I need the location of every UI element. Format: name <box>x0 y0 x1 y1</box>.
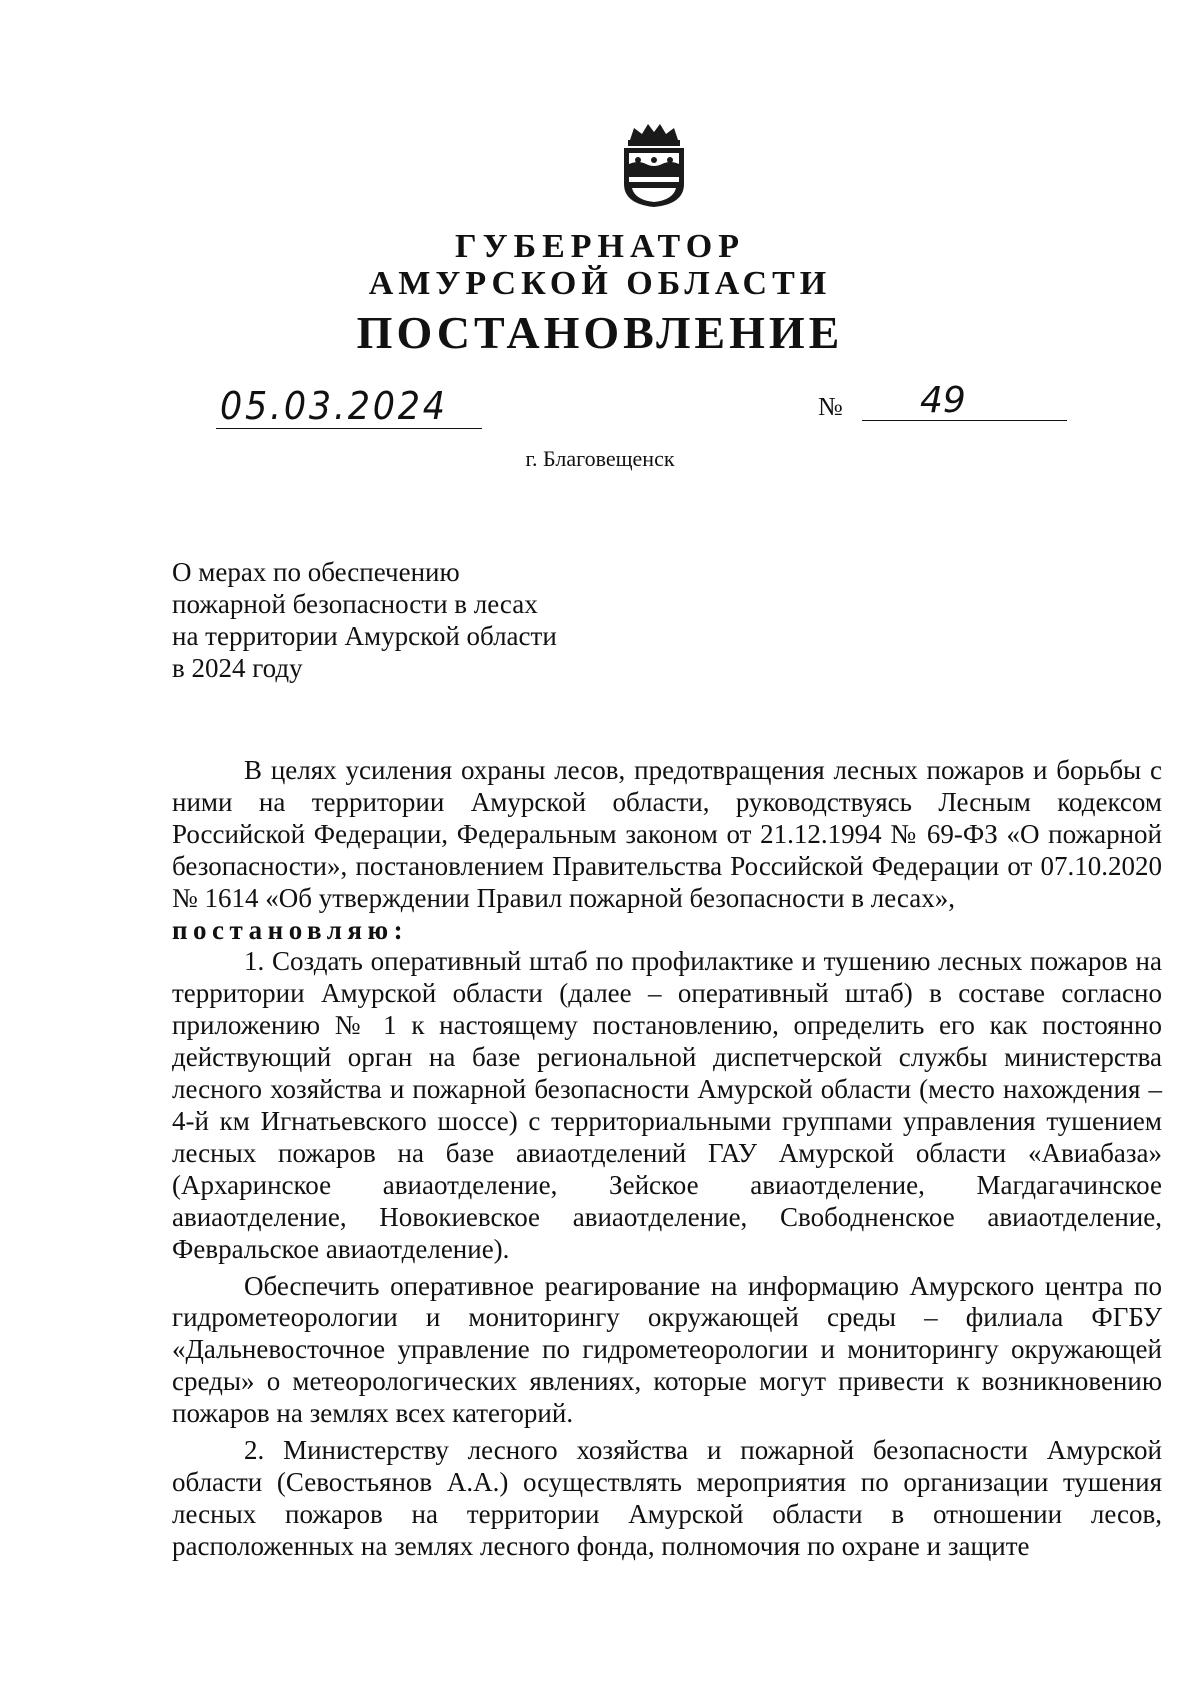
subject-line: пожарной безопасности в лесах <box>172 589 538 619</box>
body-paragraph: 1. Создать оперативный штаб по профилактике и тушению лесных пожаров на территории Амурской области (далее – оперативный штаб) в составе согласно приложению № 1 к настоящему постановлению, определить его как постоянно действующий орган на базе региональной диспетчерской службы министерства лесного хозяйства и пожарной безопасности Амурской области (место нахождения – 4-й км Игнатьевского шоссе) с территориальными группами управления тушением лесных пожаров на базе авиаотделений ГАУ Амурской области «Авиабаза» (Архаринское авиаотделение, Зейское авиаотделение, Магдагачинское авиаотделение, Новокиевское авиаотделение, Свободненское авиаотделение, Февральское авиаотделение). <box>172 946 1162 1264</box>
decree-word: постановляю: <box>172 914 409 945</box>
number-sign: № <box>818 392 843 421</box>
document-number: 49 <box>920 380 966 421</box>
amur-region-coat-of-arms-icon <box>618 122 690 208</box>
preamble-paragraph: В целях усиления охраны лесов, предотвращения лесных пожаров и борьбы с ними на территории Амурской области, руководствуясь Лесным кодексом Российской Федерации, Федеральным законом от 21.12.1994 № 69-ФЗ «О пожарной безопасности», постановлением Правительства Российской Федерации от 07.10.2020 № 1614 «Об утверждении Правил пожарной безопасности в лесах», <box>172 755 1162 913</box>
subject-line: в 2024 году <box>172 653 303 683</box>
issuer-title: ГУБЕРНАТОР <box>455 228 745 265</box>
body-paragraph: 2. Министерству лесного хозяйства и пожарной безопасности Амурской области (Севостьянов А.А.) осуществлять мероприятия по организации тушения лесных пожаров на территории Амурской области в отношении лесов, расположенных на землях лесного фонда, полномочия по охране и защите <box>172 1435 1162 1561</box>
issuer-region: АМУРСКОЙ ОБЛАСТИ <box>368 265 832 302</box>
document-date: 05.03.2024 <box>220 384 448 428</box>
subject-line: на территории Амурской области <box>172 621 557 651</box>
number-underline <box>862 420 1067 421</box>
document-subject <box>172 556 632 684</box>
document-body <box>172 755 1162 1563</box>
date-underline <box>216 428 482 429</box>
subject-line: О мерах по обеспечению <box>172 557 460 587</box>
body-paragraph: Обеспечить оперативное реагирование на информацию Амурского центра по гидрометеорологии и мониторингу окружающей среды – филиала ФГБУ «Дальневосточное управление по гидрометеорологии и мониторингу окружающей среды» о метеорологических явлениях, которые могут привести к возникновению пожаров на землях всех категорий. <box>172 1270 1162 1429</box>
document-type: ПОСТАНОВЛЕНИЕ <box>356 307 844 358</box>
city: г. Благовещенск <box>525 446 675 471</box>
